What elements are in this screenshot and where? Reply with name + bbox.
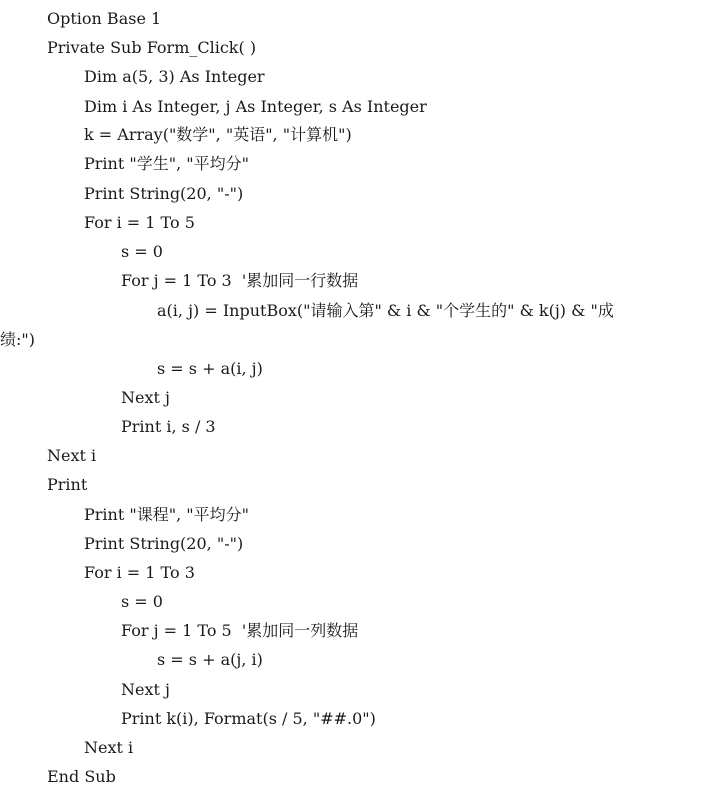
code-line: For i = 1 To 3	[84, 563, 195, 582]
code-line: Dim a(5, 3) As Integer	[84, 67, 265, 86]
code-line: s = s + a(i, j)	[157, 359, 263, 378]
code-line: a(i, j) = InputBox("请输入第" & i & "个学生的" & k(j) & "成	[157, 301, 614, 320]
code-line: Print i, s / 3	[121, 417, 216, 436]
code-line: Print String(20, "-")	[84, 534, 244, 553]
code-line: s = 0	[121, 242, 163, 261]
code-line: Next i	[47, 446, 97, 465]
code-line: Print String(20, "-")	[84, 184, 244, 203]
code-line: Next j	[121, 680, 170, 699]
code-line: Print k(i), Format(s / 5, "##.0")	[121, 709, 376, 728]
code-line: k = Array("数学", "英语", "计算机")	[84, 125, 352, 144]
code-line: Print "学生", "平均分"	[84, 154, 249, 173]
code-line: Private Sub Form_Click( )	[47, 38, 257, 57]
code-line: End Sub	[47, 767, 116, 786]
code-line: Next j	[121, 388, 170, 407]
code-line: 绩:")	[0, 330, 35, 349]
code-line: Dim i As Integer, j As Integer, s As Integer	[84, 97, 427, 116]
code-line: s = s + a(j, i)	[157, 650, 263, 669]
code-line: For i = 1 To 5	[84, 213, 195, 232]
code-line: Print	[47, 475, 88, 494]
code-line: Option Base 1	[47, 9, 162, 28]
code-line: For j = 1 To 5 '累加同一列数据	[121, 621, 359, 640]
code-line: Print "课程", "平均分"	[84, 505, 249, 524]
code-line: s = 0	[121, 592, 163, 611]
code-line: Next i	[84, 738, 134, 757]
code-line: For j = 1 To 3 '累加同一行数据	[121, 271, 359, 290]
